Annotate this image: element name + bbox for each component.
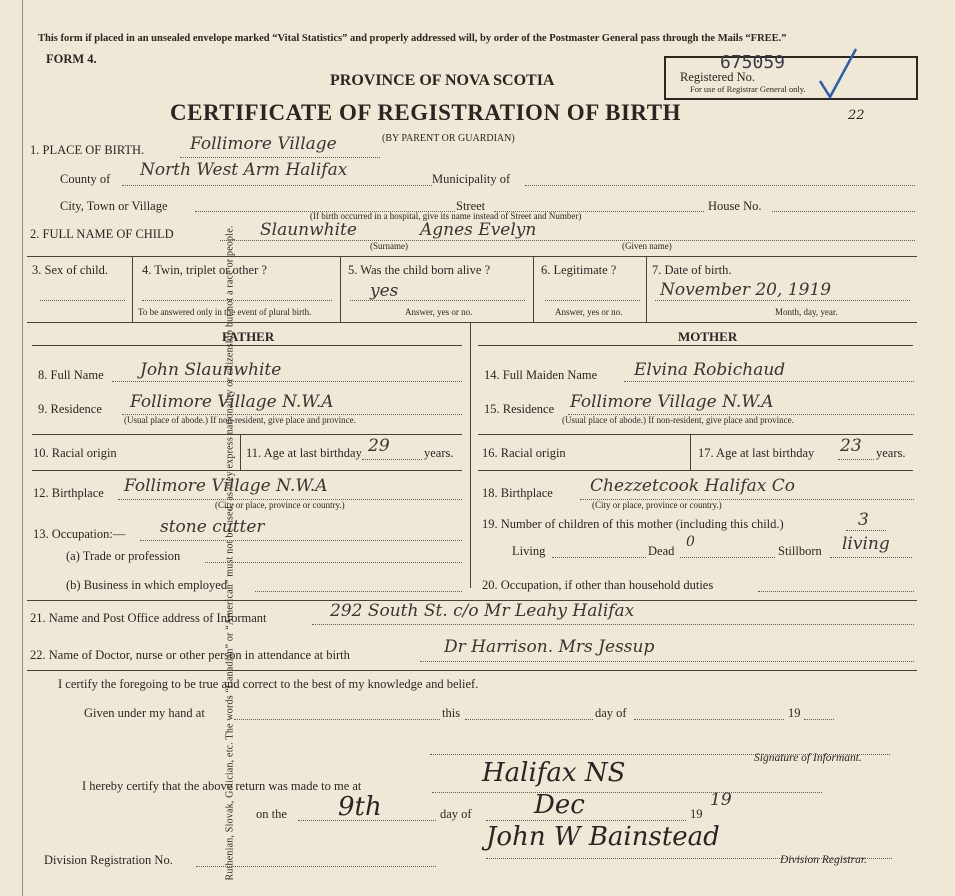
registrar-signature: John W Bainstead <box>486 822 720 852</box>
mother-birthplace-note: (City or place, province or country.) <box>592 500 722 510</box>
father-birthplace-note: (City or place, province or country.) <box>215 500 345 510</box>
registrar-statement: I hereby certify that the above return was made to me at <box>82 779 362 793</box>
mother-years: years. <box>876 446 906 460</box>
child-given-name: Agnes Evelyn <box>420 220 537 240</box>
legitimate-label: 6. Legitimate ? <box>541 263 617 277</box>
certificate-title: CERTIFICATE OF REGISTRATION OF BIRTH <box>170 100 681 125</box>
mother-occupation-label: 20. Occupation, if other than household duties <box>482 578 714 592</box>
mother-age-label: 17. Age at last birthday <box>698 446 815 460</box>
registrar-year-prefix: 19 <box>690 807 703 821</box>
mother-age-value: 23 <box>840 436 862 456</box>
father-heading: FATHER <box>222 329 275 344</box>
father-birthplace-value: Follimore Village N.W.A <box>124 476 328 496</box>
father-name-value: John Slaunwhite <box>140 360 282 380</box>
registered-number: 675059 <box>720 52 786 73</box>
division-no-label: Division Registration No. <box>44 853 173 867</box>
legitimate-note: Answer, yes or no. <box>555 307 623 317</box>
dob-note: Month, day, year. <box>775 307 838 317</box>
sidebar-note: Ruthenian, Slovak, Galician, etc. The words “Canadian” or “American” must not be used, as they express nationality or citizenship but not a race or people. <box>224 225 236 881</box>
mother-living-label: Living <box>512 544 546 558</box>
alive-note: Answer, yes or no. <box>405 307 473 317</box>
informant-signature-caption: Signature of Informant. <box>754 752 862 764</box>
registered-label: Registered No. <box>680 70 755 84</box>
given-under-label: Given under my hand at <box>84 706 205 720</box>
mother-dead-value: 0 <box>686 534 695 550</box>
doctor-label: 22. Name of Doctor, nurse or other person in attendance at birth <box>30 648 350 662</box>
sidebar-divider <box>22 0 23 896</box>
father-residence-label: 9. Residence <box>38 402 102 416</box>
alive-value: yes <box>370 281 399 301</box>
mother-racial-label: 16. Racial origin <box>482 446 566 460</box>
mother-stillborn-value: living <box>842 534 890 554</box>
mother-name-label: 14. Full Maiden Name <box>484 368 598 382</box>
doctor-value: Dr Harrison. Mrs Jessup <box>444 637 655 657</box>
dob-value: November 20, 1919 <box>660 280 832 300</box>
house-label: House No. <box>708 199 762 213</box>
place-label: 1. PLACE OF BIRTH. <box>30 143 145 157</box>
form-number: FORM 4. <box>46 52 97 66</box>
corner-mark: 22 <box>848 108 865 123</box>
city-label: City, Town or Village <box>60 199 168 213</box>
alive-label: 5. Was the child born alive ? <box>348 263 491 277</box>
father-trade-label: (a) Trade or profession <box>66 549 181 563</box>
father-age-value: 29 <box>368 436 390 456</box>
certify-year-prefix: 19 <box>788 706 801 720</box>
mother-birthplace-label: 18. Birthplace <box>482 486 553 500</box>
father-occupation-value: stone cutter <box>160 517 265 537</box>
street-label: Street <box>456 199 486 213</box>
twin-note: To be answered only in the event of plural birth. <box>138 307 312 317</box>
father-years: years. <box>424 446 454 460</box>
county-label: County of <box>60 172 111 186</box>
mother-name-value: Elvina Robichaud <box>634 360 786 380</box>
hospital-note: (If birth occurred in a hospital, give its name instead of Street and Number) <box>310 211 582 221</box>
mother-dead-label: Dead <box>648 544 675 558</box>
province-heading: PROVINCE OF NOVA SCOTIA <box>330 72 555 89</box>
child-surname: Slaunwhite <box>260 220 357 240</box>
father-business-label: (b) Business in which employed <box>66 578 228 592</box>
father-birthplace-label: 12. Birthplace <box>33 486 104 500</box>
father-racial-label: 10. Racial origin <box>33 446 117 460</box>
surname-caption: (Surname) <box>370 241 408 251</box>
mother-residence-note: (Usual place of abode.) If non-resident, give place and province. <box>562 415 794 425</box>
given-caption: (Given name) <box>622 241 672 251</box>
this-label: this <box>442 706 461 720</box>
certify-statement: I certify the foregoing to be true and correct to the best of my knowledge and belief. <box>58 677 479 691</box>
twin-label: 4. Twin, triplet or other ? <box>142 263 267 277</box>
mother-children-value: 3 <box>858 510 869 530</box>
father-occupation-label: 13. Occupation:— <box>33 527 126 541</box>
county-value: North West Arm Halifax <box>140 160 348 180</box>
day-of-label: day of <box>595 706 627 720</box>
mail-notice: This form if placed in an unsealed envelope marked “Vital Statistics” and properly addressed will, by order of the Postmaster General pass through the Mails “FREE.” <box>38 33 787 44</box>
place-value: Follimore Village <box>190 134 337 154</box>
child-name-label: 2. FULL NAME OF CHILD <box>30 227 174 241</box>
dob-label: 7. Date of birth. <box>652 263 732 277</box>
checkmark-icon <box>812 45 862 105</box>
on-the-label: on the <box>256 807 287 821</box>
registrar-place-value: Halifax NS <box>482 758 626 788</box>
registrar-year-value: 19 <box>710 790 732 810</box>
mother-birthplace-value: Chezzetcook Halifax Co <box>590 476 796 496</box>
mother-heading: MOTHER <box>678 329 738 344</box>
father-residence-note: (Usual place of abode.) If non-resident, give place and province. <box>124 415 356 425</box>
mother-stillborn-label: Stillborn <box>778 544 822 558</box>
mother-children-label: 19. Number of children of this mother (including this child.) <box>482 517 784 531</box>
informant-value: 292 South St. c/o Mr Leahy Halifax <box>330 601 635 621</box>
informant-label: 21. Name and Post Office address of Informant <box>30 611 267 625</box>
father-residence-value: Follimore Village N.W.A <box>130 392 334 412</box>
mother-residence-value: Follimore Village N.W.A <box>570 392 774 412</box>
registrar-month-value: Dec <box>534 790 585 820</box>
certificate-subtitle: (BY PARENT OR GUARDIAN) <box>382 133 515 144</box>
registrar-caption: Division Registrar. <box>780 854 867 866</box>
registrar-day-of-label: day of <box>440 807 472 821</box>
municipality-label: Municipality of <box>432 172 511 186</box>
father-age-label: 11. Age at last birthday <box>246 446 362 460</box>
sex-label: 3. Sex of child. <box>32 263 109 277</box>
registrar-note: For use of Registrar General only. <box>690 84 806 94</box>
registrar-day-value: 9th <box>338 792 382 822</box>
father-name-label: 8. Full Name <box>38 368 104 382</box>
mother-residence-label: 15. Residence <box>484 402 555 416</box>
